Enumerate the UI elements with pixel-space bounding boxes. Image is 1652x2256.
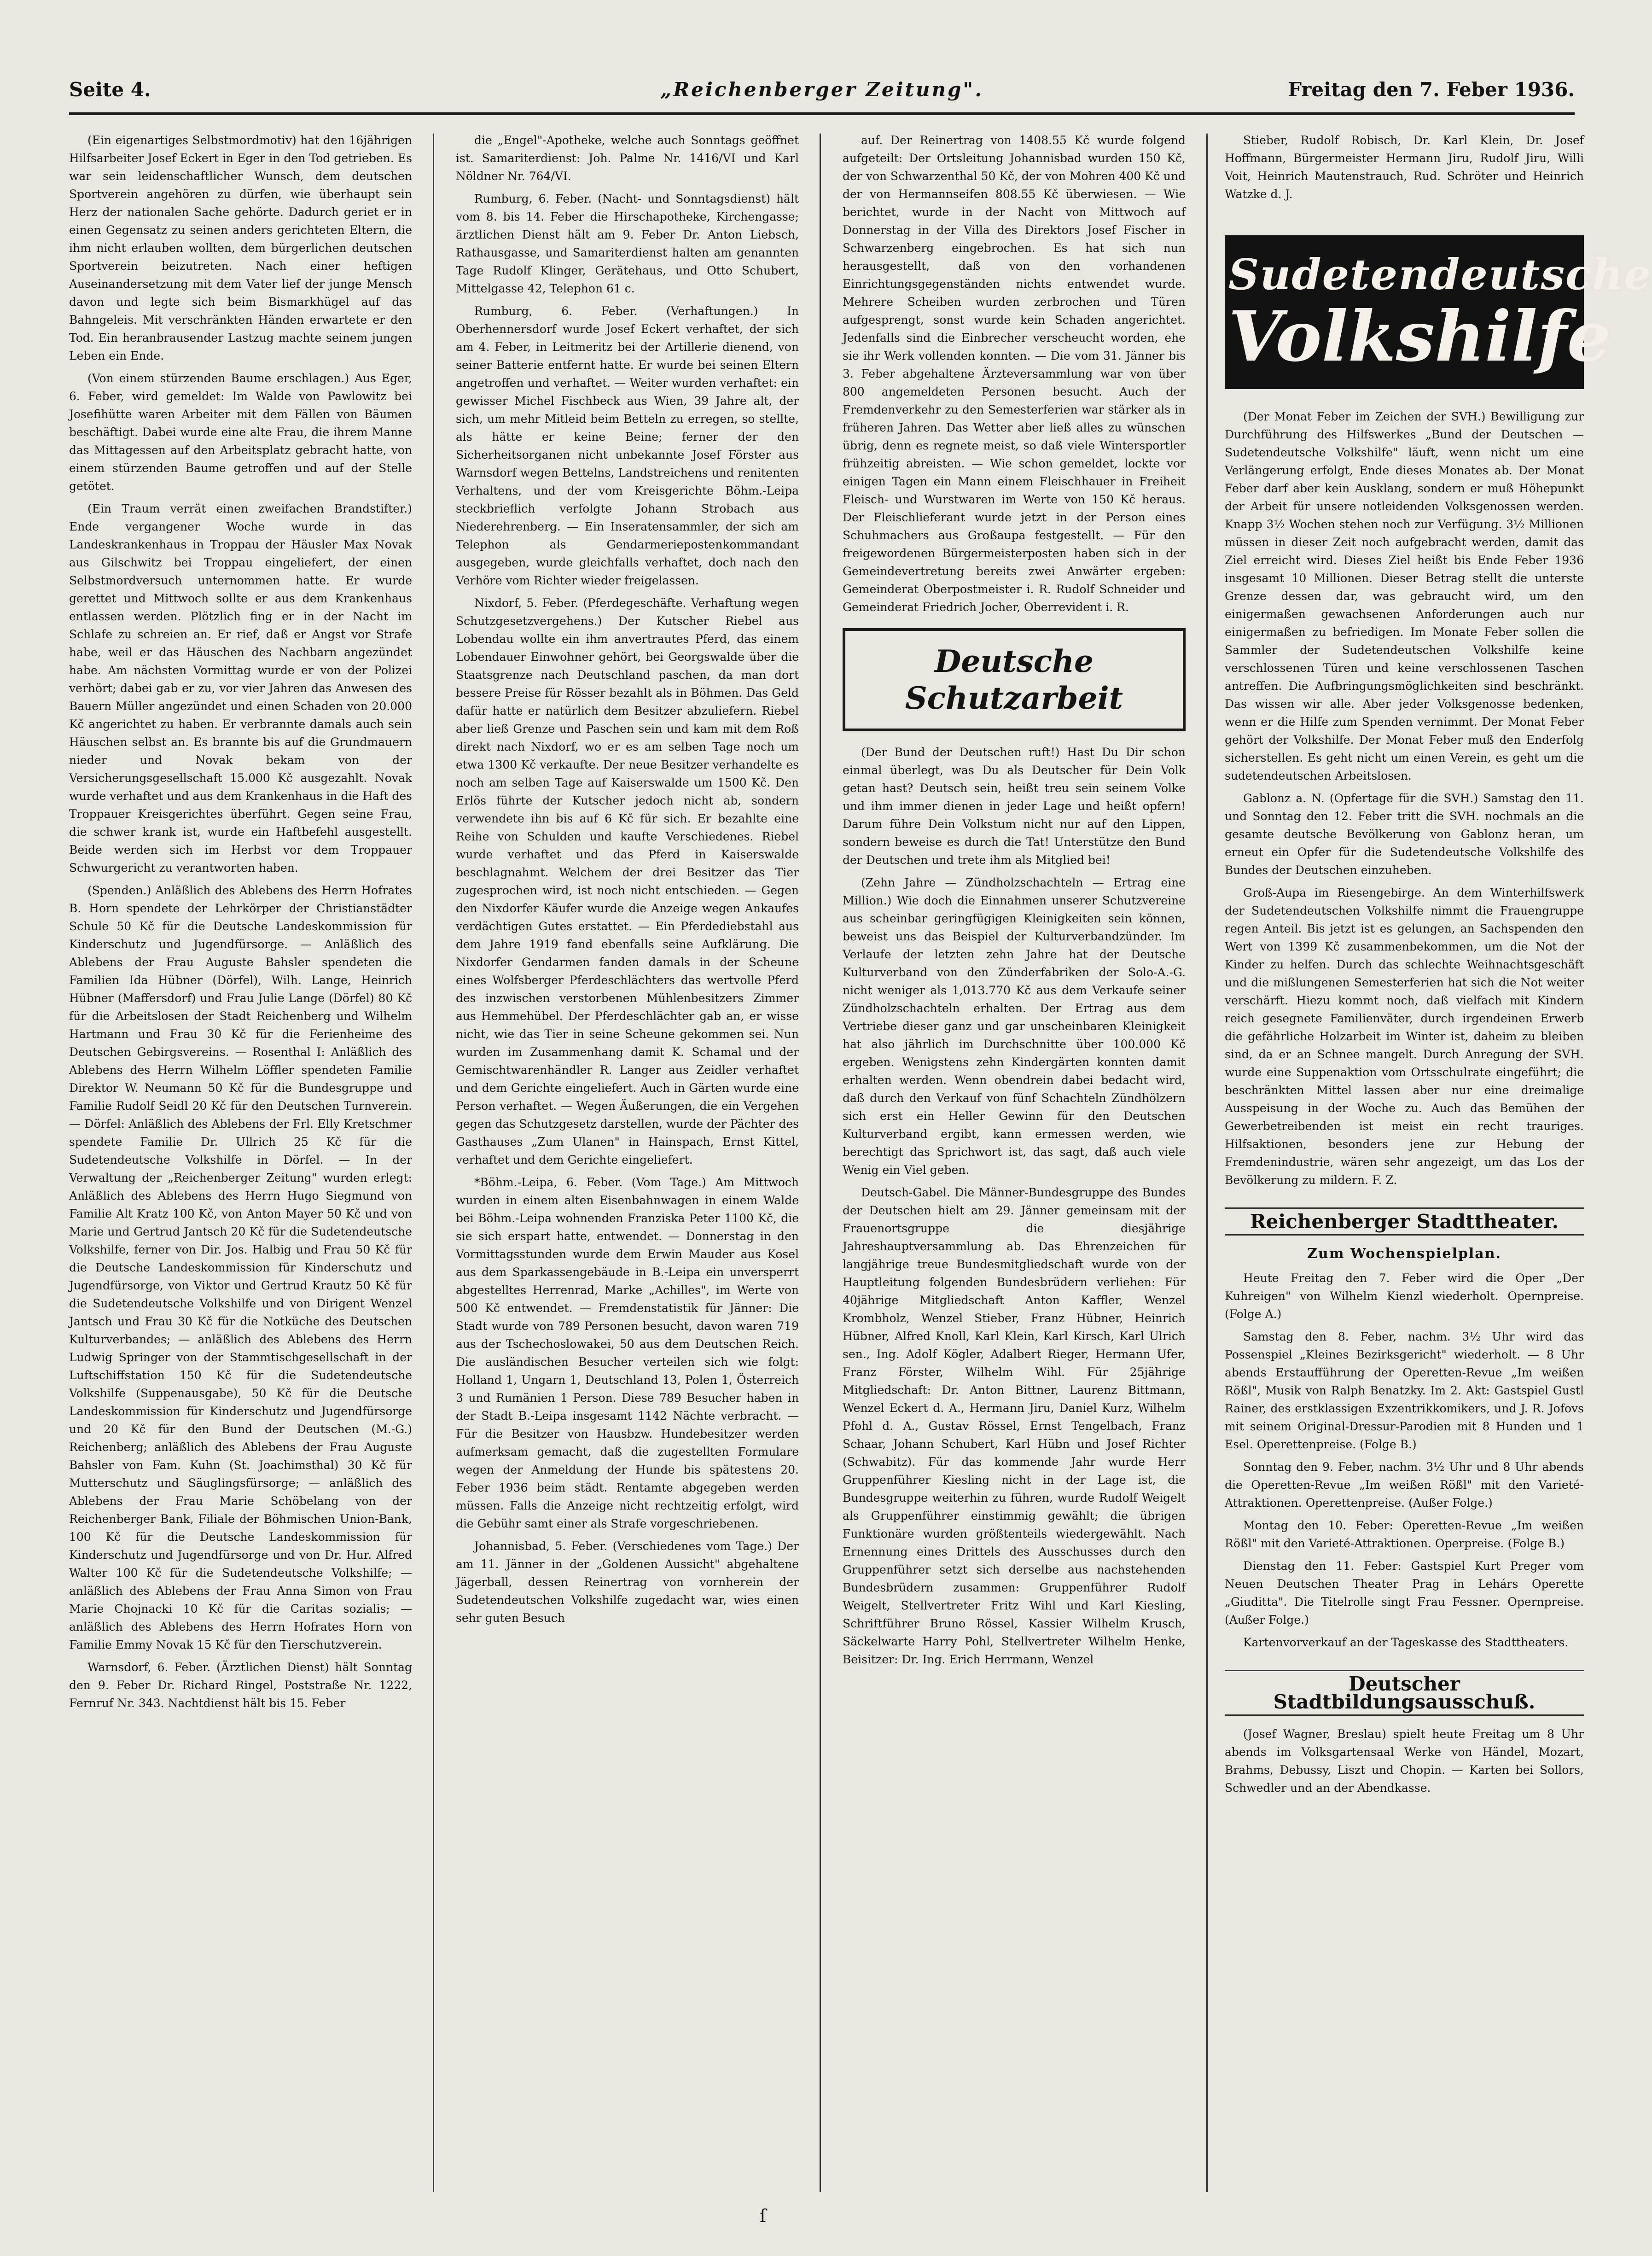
column-rule	[433, 134, 434, 2192]
article-rumburg-verhaftungen: Rumburg, 6. Feber. (Verhaftungen.) In Oberhennersdorf wurde Josef Eckert verhaftet, der sich am 4. Feber, in Leitmeritz bei der Artillerie dienend, von seiner Batterie entfernt hatte. Er wurde bei seinen Eltern angetroffen und verhaftet. — Weiter wurden verhaftet: ein gewisser Michel Fischbeck aus Wien, 39 Jahre alt, der sich, um mehr Mitleid beim Betteln zu erregen, so stellte, als hätte er keine Beine; ferner der den Sicherheitsorganen nicht unbekannte Josef Förster aus Warnsdorf wegen Bettelns, Landstreichens und renitenten Verhaltens, und der vom Kreisgerichte Böhm.-Leipa steckbrieflich verfolgte Johann Strobach aus Niederehrenberg. — Ein Inseratensammler, der sich am Telephon als Gendarmeriepostenkommandant ausgegeben, wurde gleichfalls verhaftet, doch nach den Verhöre vom Richter wieder freigelassen.	[456, 304, 799, 587]
article-spenden: (Spenden.) Anläßlich des Ablebens des Herrn Hofrates B. Horn spendete der Lehrkörper der Christianstädter Schule 50 Kč für die Deutsche Landeskommission für Kinderschutz und Jugendfürsorge. — Anläßlich des Ablebens der Frau Auguste Bahsler spendeten die Familien Ida Hübner (Dörfel), Wilh. Lange, Heinrich Hübner (Maffersdorf) und Frau Julie Lange (Dörfel) 80 Kč für die Arbeitslosen der Stadt Reichenberg und Wilhelm Hartmann und Frau 30 Kč für die Ferienheime des Deutschen Gebirgsvereins. — Rosenthal I: Anläßlich des Ablebens des Herrn Wilhelm Löffler spendeten Familie Direktor W. Neumann 50 Kč für die Bundesgruppe und Familie Rudolf Seidl 20 Kč für den Deutschen Turnverein. — Dörfel: Anläßlich des Ablebens der Frl. Elly Kretschmer spendete Familie Dr. Ullrich 25 Kč für die Sudetendeutsche Volkshilfe in Dörfel. — In der Verwaltung der „Reichenberger Zeitung" wurden erlegt: Anläßlich des Ablebens des Herrn Hugo Siegmund von Familie Alt Kratz 100 Kč, von Anton Mayer 50 Kč und von Marie und Gertrud Jantsch 20 Kč für die Sudetendeutsche Volkshilfe, ferner von Dir. Jos. Halbig und Frau 50 Kč für die Deutsche Landeskommission für Kinderschutz und Jugendfürsorge, von Viktor und Gertrud Krautz 50 Kč für die Sudetendeutsche Volkshilfe und von Dirigent Wenzel Jantsch und Frau 30 Kč für die Notküche des Deutschen Kulturverbandes; — anläßlich des Ablebens des Herrn Ludwig Springer von der Stammtischgesellschaft in der Luftschiffstation 150 Kč für die Sudetendeutsche Volkshilfe (Suppenausgabe), 50 Kč für die Deutsche Landeskommission für Kinderschutz und Jugendfürsorge und 20 Kč für den Bund der Deutschen (M.-G.) Reichenberg; anläßlich des Ablebens der Frau Auguste Bahsler von Fam. Kuhn (St. Joachimsthal) 30 Kč für Mutterschutz und Säuglingsfürsorge; — anläßlich des Ablebens der Frau Marie Schöbelang von der Reichenberger Bank, Filiale der Böhmischen Union-Bank, 100 Kč für die Deutsche Landeskommission für Kinderschutz und Jugendfürsorge und von Dr. Hur. Alfred Walter 100 Kč für die Sudetendeutsche Volkshilfe; — anläßlich des Ablebens der Frau Anna Simon von Frau Marie Chojnacki 10 Kč für die Caritas sozialis; — anläßlich des Ablebens des Herrn Hofrates Horn von Familie Emmy Novak 15 Kč für den Tierschutzverein.	[69, 884, 412, 1651]
article-boehm-leipa: *Böhm.-Leipa, 6. Feber. (Vom Tage.) Am Mittwoch wurden in einem alten Eisenbahnwagen in einem Walde bei Böhm.-Leipa wohnenden Franziska Peter 1100 Kč, die sie sich erspart hatte, entwendet. — Donnerstag in den Vormittagsstunden wurde dem Erwin Mauder aus Kosel aus dem Sparkassengebäude in B.-Leipa ein unversperrt abgestelltes Herrenrad, Marke „Achilles", im Werte von 500 Kč entwendet. — Fremdenstatistik für Jänner: Die Stadt wurde von 789 Personen besucht, davon waren 719 aus der Tschechoslowakei, 50 aus dem Deutschen Reich. Die ausländischen Besucher verteilen sich wie folgt: Holland 1, Ungarn 1, Deutschland 13, Polen 1, Österreich 3 und Rumänien 1 Person. Diese 789 Besucher haben in der Stadt B.-Leipa insgesamt 1142 Nächte verbracht. — Für die Besitzer von Hausbzw. Hundebesitzer werden aufmerksam gemacht, daß die zugestellten Formulare wegen der Anmeldung der Hunde bis spätestens 20. Feber 1936 beim städt. Rentamte abgegeben werden müssen. Falls die Anzeige nicht rechtzeitig erfolgt, wird die Gebühr samt einer als Strafe vorgeschriebenen.	[456, 1176, 799, 1530]
column-rule	[1206, 134, 1208, 2192]
article-gross-aupa: Groß-Aupa im Riesengebirge. An dem Winterhilfswerk der Sudetendeutschen Volkshilfe nimmt die Frauengruppe regen Anteil. Bis jetzt ist es gelungen, an Sachspenden den Wert von 1399 Kč zusammenbekommen, um die Not der Kinder zu helfen. Durch das schlechte Weihnachtsgeschäft und die mißlungenen Semesterferien hat sich die Not weiter verschärft. Hiezu kommt noch, daß vielfach mit Kindern reich gesegnete Familienväter, durch irgendeinen Erwerb die gefährliche Holzarbeit im Winter ist, daheim zu bleiben sind, da er an Schnee mangelt. Durch Anregung der SVH. wurde eine Suppenaktion vom Ortsschulrate eingeführt; die beschränkten Mittel lassen aber nur eine dreimalige Ausspeisung in der Woche zu. Auch das Bemühen der Gewerbetreibenden ist meist ein recht trauriges. Hilfsaktionen, besonders jene zur Hebung der Fremdenindustrie, wären sehr angezeigt, um das Los der Bevölkerung zu mildern. F. Z.	[1225, 886, 1584, 1187]
issue-date: Freitag den 7. Feber 1936.	[1288, 78, 1575, 101]
article-baum: (Von einem stürzenden Baume erschlagen.) Aus Eger, 6. Feber, wird gemeldet: Im Walde von Pawlowitz bei Josefihütte waren Arbeiter mit dem Fällen von Bäumen beschäftigt. Dabei wurde eine alte Frau, die ihrem Manne das Mittagessen auf den Arbeitsplatz gebracht hatte, von einem stürzenden Baume getroffen und auf der Stelle getötet.	[69, 372, 412, 493]
theater-entry: Sonntag den 9. Feber, nachm. 3½ Uhr und 8 Uhr abends die Operetten-Revue „Im weißen Rößl" mit den Varieté-Attraktionen. Operettenpreise. (Außer Folge.)	[1225, 1460, 1584, 1510]
column-2	[456, 131, 799, 2190]
section-header-bildung: Deutscher Stadtbildungsausschuß.	[1225, 1670, 1584, 1716]
article-monat-feber: (Der Monat Feber im Zeichen der SVH.) Bewilligung zur Durchführung des Hilfswerkes „Bund der Deutschen — Sudetendeutsche Volkshilfe" läuft, wenn nicht um eine Verlängerung erfolgt, Ende dieses Monates ab. Der Monat Feber darf aber kein Ausklang, sondern er muß Höhepunkt der Arbeit für unsere notleidenden Volksgenossen werden. Knapp 3½ Wochen stehen noch zur Verfügung. 3½ Millionen müssen in dieser Zeit noch aufgebracht werden, damit das Ziel erreicht wird. Dieses Ziel heißt bis Ende Feber 1936 insgesamt 10 Millionen. Dieser Betrag stellt die unterste Grenze dessen dar, was gebraucht wird, um den einigermaßen gewachsenen Anforderungen auch nur einigermaßen zu befriedigen. Im Monate Feber sollen die Sammler der Sudetendeutschen Volkshilfe keine verschlossenen Türen und keine verschlossenen Taschen antreffen. Die Aufbringungsmöglichkeiten sind beschränkt. Das wissen wir alle. Aber jeder Volksgenosse bedenken, wenn er die Hilfe zum Spenden vernimmt. Der Monat Feber gehört der Volkshilfe. Der Monat Feber muß den Enderfolg sicherstellen. Es geht nicht um einen Verein, es geht um die sudetendeutschen Arbeitslosen.	[1225, 410, 1584, 782]
page-number: Seite 4.	[69, 78, 151, 101]
article-wagner-konzert: (Josef Wagner, Breslau) spielt heute Freitag um 8 Uhr abends im Volksgartensaal Werke von Händel, Mozart, Brahms, Debussy, Liszt und Chopin. — Karten bei Sollors, Schwedler und an der Abendkasse.	[1225, 1727, 1584, 1795]
theater-entry: Kartenvorverkauf an der Tageskasse des Stadttheaters.	[1243, 1636, 1569, 1649]
masthead	[69, 78, 1575, 115]
article-brandstifter: (Ein Traum verrät einen zweifachen Brandstifter.) Ende vergangener Woche wurde in das Landeskrankenhaus in Troppau der Häusler Max Novak aus Gilschwitz bei Troppau eingeliefert, der einen Selbstmordversuch unternommen hatte. Er wurde gerettet und Mittwoch sollte er aus dem Krankenhaus entlassen werden. Plötzlich fing er in der Nacht im Schlafe zu schreien an. Er rief, daß er Angst vor Strafe habe, weil er das Häuschen des Nachbarn angezündet habe. Am nächsten Vormittag wurde er von der Polizei verhört; dabei gab er zu, vor vier Jahren das Anwesen des Bauern Müller angezündet und einen Schaden von 20.000 Kč angerichtet zu haben. Er verbrannte damals auch sein Häuschen selbst an. Es brannte bis auf die Grundmauern nieder und Novak bekam von der Versicherungsgesellschaft 15.000 Kč ausgezahlt. Novak wurde verhaftet und aus dem Krankenhaus in die Haft des Troppauer Kreisgerichtes überführt. Gegen seine Frau, die schwer krank ist, wurde ein Haftbefehl ausgestellt. Beide werden sich im Herbst vor dem Troppauer Schwurgericht zu verantworten haben.	[69, 502, 412, 874]
article-nixdorf: Nixdorf, 5. Feber. (Pferdegeschäfte. Verhaftung wegen Schutzgesetzvergehens.) Der Kutscher Riebel aus Lobendau wollte ein ihm anvertrautes Pferd, das einem Lobendauer Einwohner gehört, bei Georgswalde über die Staatsgrenze nach Deutschland paschen, da man dort bessere Preise für Rösser bezahlt als in Böhmen. Das Geld dafür hatte er natürlich dem Besitzer abzuliefern. Riebel aber ließ Grenze und Paschen sein und kam mit dem Roß direkt nach Nixdorf, wo er es am selben Tage noch um etwa 1300 Kč verkaufte. Der neue Besitzer verhandelte es noch am selben Tage auf Kaiserswalde um 1500 Kč. Den Erlös führte der Kutscher jedoch nicht ab, sondern verwendete ihn bis auf 6 Kč für sich. Er bezahlte eine Reihe von Schulden und kaufte Verschiedenes. Riebel wurde verhaftet und das Pferd in Kaiserswalde beschlagnahmt. Welchem der drei Besitzer das Tier zugesprochen wird, ist noch nicht entschieden. — Gegen den Nixdorfer Käufer wurde die Anzeige wegen Ankaufes verdächtigen Gutes erstattet. — Ein Pferdediebstahl aus dem Jahre 1919 fand ebenfalls seine Aufklärung. Die Nixdorfer Gendarmen fanden damals in der Scheune eines Wolfsberger Pferdeschlächters das wertvolle Pferd des inzwischen verstorbenen Mühlenbesitzers Zimmer aus Hemmehübel. Der Pferdeschlächter gab an, er wisse nicht, wie das Tier in seine Scheune gekommen sei. Nun wurden im Zusammenhang damit K. Schamal und der Gemischtwarenhändler R. Langer aus Zeidler verhaftet und dem Gerichte eingeliefert. Auch in Gärten wurde eine Person verhaftet. — Wegen Äußerungen, die ein Vergehen gegen das Schutzgesetz darstellen, wurde der Pächter des Gasthauses „Zum Ulanen" in Hainspach, Ernst Kittel, verhaftet und dem Gerichte eingeliefert.	[456, 596, 799, 1166]
newspaper-title: „Reichenberger Zeitung".	[660, 78, 983, 101]
banner-line-2: Volkshilfe	[1228, 296, 1611, 377]
footer-mark: ſ	[760, 2206, 767, 2226]
article-deutsch-gabel-cont: Stieber, Rudolf Robisch, Dr. Karl Klein, Dr. Josef Hoffmann, Bürgermeister Hermann Jiru, Rudolf Jiru, Willi Voit, Heinrich Mautenstrauch, Rud. Schröter und Heinrich Watzke d. J.	[1225, 134, 1584, 201]
section-header-schutzarbeit: Deutsche Schutzarbeit	[843, 628, 1186, 731]
column-rule	[820, 134, 821, 2192]
theater-entry: Dienstag den 11. Feber: Gastspiel Kurt Preger vom Neuen Deutschen Theater Prag in Lehárs Operette „Giuditta". Die Titelrolle singt Frau Fessner. Opernpreise. (Außer Folge.)	[1225, 1559, 1584, 1626]
subheader-wochenspielplan: Zum Wochenspielplan.	[1307, 1246, 1501, 1262]
banner-volkshilfe	[1225, 235, 1652, 389]
column-1	[69, 131, 412, 2190]
article-deutsch-gabel: Deutsch-Gabel. Die Männer-Bundesgruppe des Bundes der Deutschen hielt am 29. Jänner gemeinsam mit der Frauenortsgruppe die diesjährige Jahreshauptversammlung ab. Das Ehrenzeichen für langjährige treue Bundesmitgliedschaft wurde von der Hauptleitung folgenden Bundesbrüdern verliehen: Für 40jährige Mitgliedschaft Anton Kaffler, Wenzel Krombholz, Wenzel Stieber, Franz Hübner, Heinrich Hübner, Alfred Knoll, Karl Klein, Karl Kirsch, Karl Ulrich sen., Ing. Adolf Kögler, Adalbert Rieger, Hermann Ufer, Franz Förster, Wilhelm Wihl. Für 25jährige Mitgliedschaft: Dr. Anton Bittner, Laurenz Bittmann, Wenzel Eckert d. A., Hermann Jiru, Daniel Kurz, Wilhelm Pfohl d. A., Gustav Rössel, Ernst Tengelbach, Franz Schaar, Johann Schubert, Karl Hübn und Josef Richter (Schwabitz). Für das kommende Jahr wurde Herr Gruppenführer Kiesling nicht in der Lage ist, die Bundesgruppe weiterhin zu führen, wurde Rudolf Weigelt als Gruppenführer einstimmig gewählt; die übrigen Funktionäre wurden größtenteils wiedergewählt. Nach Ernennung eines Drittels des Ausschusses durch den Gruppenführer setzt sich derselbe aus nachstehenden Bundesbrüdern zusammen: Gruppenführer Rudolf Weigelt, Stellvertreter Fritz Wihl und Karl Kiesling, Schriftführer Bruno Rössel, Kassier Wilhelm Krusch, Säckelwarte Harry Pohl, Stellvertreter Wilhelm Henke, Beisitzer: Dr. Ing. Erich Herrmann, Wenzel	[843, 1186, 1186, 1666]
banner-line-1: Sudetendeutsche	[1228, 250, 1652, 299]
article-johannisbad-cont: auf. Der Reinertrag von 1408.55 Kč wurde folgend aufgeteilt: Der Ortsleitung Johannisbad wurden 150 Kč, der von Schwarzenthal 50 Kč, der von Mohren 400 Kč und der von Hermannseifen 808.55 Kč überwiesen. — Wie berichtet, wurde in der Nacht von Mittwoch auf Donnerstag in der Villa des Direktors Josef Fischer in Schwarzenberg eingebrochen. Es hat sich nun herausgestellt, daß von den vorhandenen Einrichtungsgegenständen nichts entwendet wurde. Mehrere Scheiben wurden zerbrochen und Türen aufgesprengt, sonst wurde kein Schaden angerichtet. Jedenfalls sind die Einbrecher verscheucht worden, ehe sie ihr Werk vollenden konnten. — Die vom 31. Jänner bis 3. Feber abgehaltene Ärzteversammlung war von über 800 angemeldeten Personen besucht. Auch der Fremdenverkehr zu den Semesterferien war stärker als in früheren Jahren. Das Wetter aber ließ alles zu wünschen übrig, denn es regnete meist, so daß viele Wintersportler frühzeitig abreisten. — Wie schon gemeldet, lockte vor einigen Tagen ein Mann einem Fleischhauer in Freiheit Fleisch- und Wurstwaren im Werte von 150 Kč heraus. Der Fleischlieferant wurde jetzt in der Person eines Schuhmachers aus Großaupa festgestellt. — Für den freigewordenen Bürgermeisterposten haben sich in der Gemeindevertretung bereits zwei Anwärter ergeben: Gemeinderat Oberpostmeister i. R. Rudolf Schneider und Gemeinderat Friedrich Jocher, Oberrevident i. R.	[843, 134, 1186, 614]
article-zuendholz: (Zehn Jahre — Zündholzschachteln — Ertrag eine Million.) Wie doch die Einnahmen unserer Schutzvereine aus scheinbar geringfügigen Kleinigkeiten sein können, beweist uns das Beispiel der Kulturverbandzünder. Im Verlaufe der letzten zehn Jahre hat der Deutsche Kulturverband von den Zünderfabriken der Solo-A.-G. nicht weniger als 1,013.770 Kč aus dem Verkaufe seiner Zündholzschachteln erhalten. Der Ertrag aus dem Vertriebe dieser ganz und gar unscheinbaren Kleinigkeit hat also jährlich im Durchschnitte über 100.000 Kč ergeben. Wenigstens zehn Kindergärten konnten damit erhalten werden. Wenn obendrein dabei bedacht wird, daß durch den Verkauf von fünf Schachteln Zündhölzern sich erst ein Heller Gewinn für den Deutschen Kulturverband ergibt, kann ermessen werden, wie berechtigt das Sprichwort ist, das sagt, daß auch viele Wenig ein Viel geben.	[843, 876, 1186, 1177]
article-bund-ruft: (Der Bund der Deutschen ruft!) Hast Du Dir schon einmal überlegt, was Du als Deutscher für Dein Volk getan hast? Deutsch sein, heißt treu sein seinem Volke und ihm immer dienen in jeder Lage und heißt opfern! Darum führe Dein Volkstum nicht nur auf den Lippen, sondern beweise es durch die Tat! Unterstütze den Bund der Deutschen und trete ihm als Mitglied bei!	[843, 746, 1186, 867]
theater-entry: Heute Freitag den 7. Feber wird die Oper „Der Kuhreigen" von Wilhelm Kienzl wiederholt. Opernpreise. (Folge A.)	[1225, 1271, 1584, 1321]
article-warnsdorf-cont: die „Engel"-Apotheke, welche auch Sonntags geöffnet ist. Samariterdienst: Joh. Palme Nr. 1416/VI und Karl Nöldner Nr. 764/VI.	[456, 134, 799, 183]
article-gablonz: Gablonz a. N. (Opfertage für die SVH.) Samstag den 11. und Sonntag den 12. Feber tritt die SVH. nochmals an die gesamte deutsche Bevölkerung von Gablonz heran, um erneut ein Opfer für die Sudetendeutsche Volkshilfe des Bundes der Deutschen einzuheben.	[1225, 792, 1584, 877]
theater-entry: Montag den 10. Feber: Operetten-Revue „Im weißen Rößl" mit den Varieté-Attraktionen. Operpreise. (Folge B.)	[1225, 1519, 1584, 1550]
column-3	[843, 131, 1186, 2190]
article-rumburg-dienst: Rumburg, 6. Feber. (Nacht- und Sonntagsdienst) hält vom 8. bis 14. Feber die Hirschapotheke, Kirchengasse; ärztlichen Dienst hält am 9. Feber Dr. Anton Liebsch, Rathausgasse, und Samariterdienst halten am genannten Tage Rudolf Klinger, Gerätehaus, und Otto Schubert, Mittelgasse 42, Telephon 61 c.	[456, 192, 799, 295]
column-4	[1225, 131, 1652, 2190]
article-warnsdorf: Warnsdorf, 6. Feber. (Ärztlichen Dienst) hält Sonntag den 9. Feber Dr. Richard Ringel, Poststraße Nr. 1222, Fernruf Nr. 343. Nachtdienst hält bis 15. Feber	[69, 1661, 412, 1710]
section-header-theater: Reichenberger Stadttheater.	[1225, 1207, 1584, 1236]
article-johannisbad: Johannisbad, 5. Feber. (Verschiedenes vom Tage.) Der am 11. Jänner in der „Goldenen Aussicht" abgehaltene Jägerball, dessen Reinertrag von vornherein der Sudetendeutschen Volkshilfe zugedacht war, wies einen sehr guten Besuch	[456, 1539, 799, 1625]
article-selbstmordmotiv: (Ein eigenartiges Selbstmordmotiv) hat den 16jährigen Hilfsarbeiter Josef Eckert in Eger in den Tod getrieben. Es war sein leidenschaftlicher Wunsch, dem deutschen Sportverein angehören zu dürfen, wie überhaupt sein Herz der nationalen Sache gehörte. Dadurch geriet er in einen Gegensatz zu seinen anders gerichteten Eltern, die ihm nicht erlauben wollten, dem bürgerlichen deutschen Sportverein beizutreten. Nach einer heftigen Auseinandersetzung mit dem Vater lief der junge Mensch davon und legte sich beim Bismarkhügel auf das Bahngeleis. Mit verschränkten Händen erwartete er den Tod. Ein heranbrausender Lastzug machte seinem jungen Leben ein Ende.	[69, 134, 412, 362]
theater-entry: Samstag den 8. Feber, nachm. 3½ Uhr wird das Possenspiel „Kleines Bezirksgericht" wiederholt. — 8 Uhr abends Erstaufführung der Operetten-Revue „Im weißen Rößl", Musik von Ralph Benatzky. Im 2. Akt: Gastspiel Gustl Rainer, des erstklassigen Exzentrikkomikers, und J. R. Jofovs mit seinem Original-Dressur-Parodien mit 8 Hunden und 1 Esel. Operettenpreise. (Folge B.)	[1225, 1330, 1584, 1451]
